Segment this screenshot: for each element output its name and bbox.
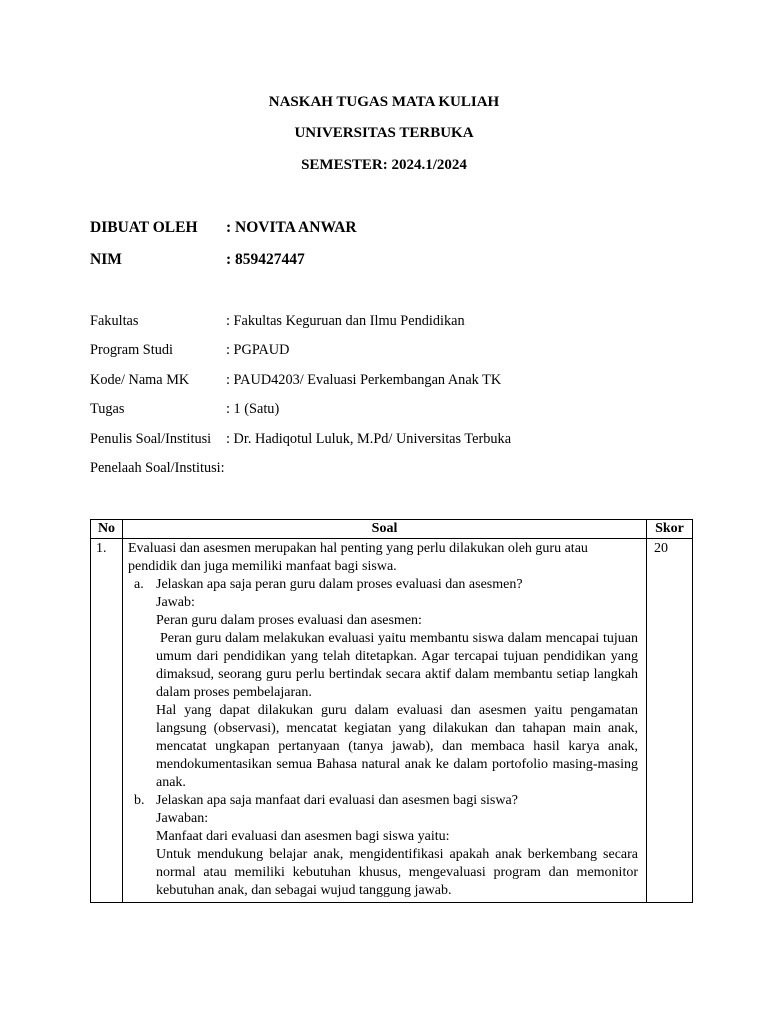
kode-mk-value: : PAUD4203/ Evaluasi Perkembangan Anak TK xyxy=(226,372,502,388)
sub-question-a-label: a. xyxy=(134,577,144,592)
header-skor: Skor xyxy=(647,520,693,539)
nim-value: : 859427447 xyxy=(226,251,305,268)
nim-row xyxy=(90,251,305,269)
program-studi-row xyxy=(90,342,290,359)
semester-title: SEMESTER: 2024.1/2024 xyxy=(301,157,467,173)
header-no: No xyxy=(91,520,123,539)
penulis-value: : Dr. Hadiqotul Luluk, M.Pd/ Universitas Terbuka xyxy=(226,431,512,447)
made-by-row xyxy=(90,219,357,237)
row-score: 20 xyxy=(647,539,693,903)
answer-b-label: Jawaban: xyxy=(156,811,209,826)
kode-mk-label: Kode/ Nama MK xyxy=(90,372,190,388)
answer-a-paragraph-2: Hal yang dapat dilakukan guru dalam evaluasi dan asesmen yaitu pengamatan langsung (observasi), mencatat kegiatan yang dilakukan dan tahapan main anak, mencatat ungkapan pertanyaan (tanya jawab), dan membaca hasil karya anak, mendokumentasikan semua Bahasa natural anak ke dalam portofolio masing-masing anak. xyxy=(156,703,638,790)
table-row xyxy=(91,539,693,903)
answer-a-title: Peran guru dalam proses evaluasi dan asesmen: xyxy=(156,613,422,628)
table-header-row xyxy=(91,520,693,539)
question-table xyxy=(90,519,693,903)
penulis-row xyxy=(90,431,512,448)
fakultas-label: Fakultas xyxy=(90,313,139,329)
tugas-label: Tugas xyxy=(90,401,125,417)
question-cell xyxy=(123,539,647,903)
fakultas-value: : Fakultas Keguruan dan Ilmu Pendidikan xyxy=(226,313,465,329)
tugas-row xyxy=(90,401,280,418)
answer-b-paragraph-1: Untuk mendukung belajar anak, mengidentifikasi apakah anak berkembang secara normal atau memiliki kebutuhan khusus, mengevaluasi program dan memonitor kebutuhan anak, dan sebagai wujud tanggung jawab. xyxy=(156,847,638,898)
sub-question-b-text: Jelaskan apa saja manfaat dari evaluasi dan asesmen bagi siswa? xyxy=(156,793,518,808)
answer-a-paragraph-1: Peran guru dalam melakukan evaluasi yaitu membantu siswa dalam mencapai tujuan umum dari pendidikan yang telah ditetapkan. Agar tercapai tujuan pendidikan yang dimaksud, seorang guru perlu bertindak secara aktif dalam membantu setiap langkah dalam proses pembelajaran. xyxy=(156,631,638,700)
university-title: UNIVERSITAS TERBUKA xyxy=(294,125,474,141)
made-by-label: DIBUAT OLEH xyxy=(90,219,198,236)
fakultas-row xyxy=(90,313,465,330)
main-question: Evaluasi dan asesmen merupakan hal penting yang perlu dilakukan oleh guru atau pendidik dan juga memiliki manfaat bagi siswa. xyxy=(128,541,588,574)
sub-question-a xyxy=(128,576,638,792)
nim-label: NIM xyxy=(90,251,122,268)
answer-a-label: Jawab: xyxy=(156,595,195,610)
program-studi-label: Program Studi xyxy=(90,342,174,358)
sub-question-b xyxy=(128,792,638,900)
header-soal: Soal xyxy=(123,520,647,539)
kode-mk-row xyxy=(90,372,502,389)
row-number: 1. xyxy=(91,539,123,903)
answer-b-title: Manfaat dari evaluasi dan asesmen bagi siswa yaitu: xyxy=(156,829,450,844)
penelaah-row xyxy=(90,460,225,477)
penulis-label: Penulis Soal/Institusi xyxy=(90,431,212,447)
program-studi-value: : PGPAUD xyxy=(226,342,290,358)
made-by-value: : NOVITA ANWAR xyxy=(226,219,357,236)
penelaah-label: Penelaah Soal/Institusi: xyxy=(90,460,225,476)
document-title: NASKAH TUGAS MATA KULIAH xyxy=(268,94,500,110)
tugas-value: : 1 (Satu) xyxy=(226,401,280,417)
sub-question-b-label: b. xyxy=(134,793,145,808)
sub-question-a-text: Jelaskan apa saja peran guru dalam proses evaluasi dan asesmen? xyxy=(156,577,523,592)
